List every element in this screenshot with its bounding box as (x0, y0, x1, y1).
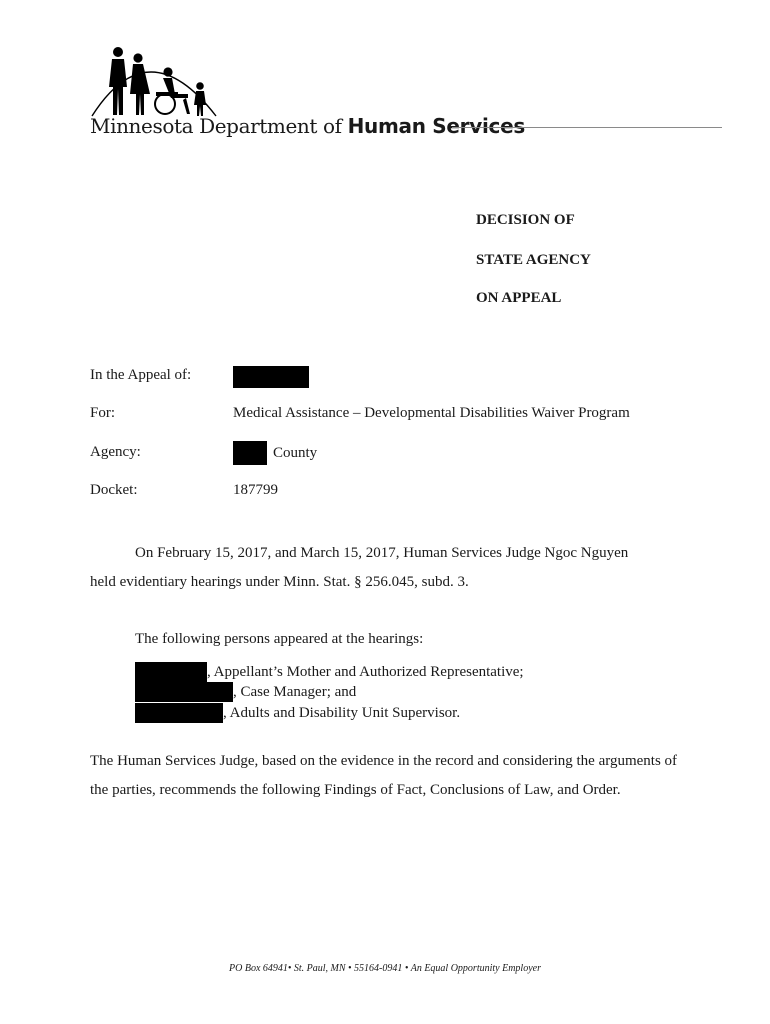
agency-label: Agency: (90, 444, 141, 460)
title-line-2: STATE AGENCY (476, 252, 591, 268)
attendee-row: , Adults and Disability Unit Supervisor. (135, 703, 460, 723)
hearing-line-2: held evidentiary hearings under Minn. Stat. § 256.045, subd. 3. (90, 574, 469, 590)
program-value: Medical Assistance – Developmental Disabilities Waiver Program (233, 405, 630, 421)
agency-value: County (233, 441, 317, 465)
attendee-name-redacted (135, 682, 233, 702)
attendee-row: , Case Manager; and (135, 682, 356, 702)
for-label: For: (90, 405, 116, 421)
department-name: Minnesota Department of Human Services (90, 114, 525, 138)
letterhead-rule (452, 127, 722, 128)
recommendation-paragraph: The Human Services Judge, based on the evidence in the record and considering the arguments of the parties, recommends the following Findings of Fact, Conclusions of Law, and Order. (90, 753, 678, 798)
appeal-label: In the Appeal of: (90, 367, 192, 383)
attendee-name-redacted (135, 703, 223, 723)
footer-address: PO Box 64941• St. Paul, MN • 55164-0941 • An Equal Opportunity Employer (229, 963, 541, 974)
docket-value: 187799 (233, 482, 278, 498)
appeared-intro: The following persons appeared at the hearings: (135, 631, 424, 647)
docket-label: Docket: (90, 482, 138, 498)
attendee-name-redacted (135, 662, 207, 682)
title-line-1: DECISION OF (476, 212, 575, 228)
hearing-line-1: On February 15, 2017, and March 15, 2017, Human Services Judge Ngoc Nguyen (135, 545, 629, 561)
hearing-paragraph (90, 539, 690, 597)
county-name-redacted (233, 441, 267, 465)
appellant-name-redacted (233, 367, 309, 388)
attendee-row: , Appellant’s Mother and Authorized Representative; (135, 662, 524, 682)
family-wheelchair-logo-icon (88, 42, 228, 118)
title-line-3: ON APPEAL (476, 290, 562, 306)
